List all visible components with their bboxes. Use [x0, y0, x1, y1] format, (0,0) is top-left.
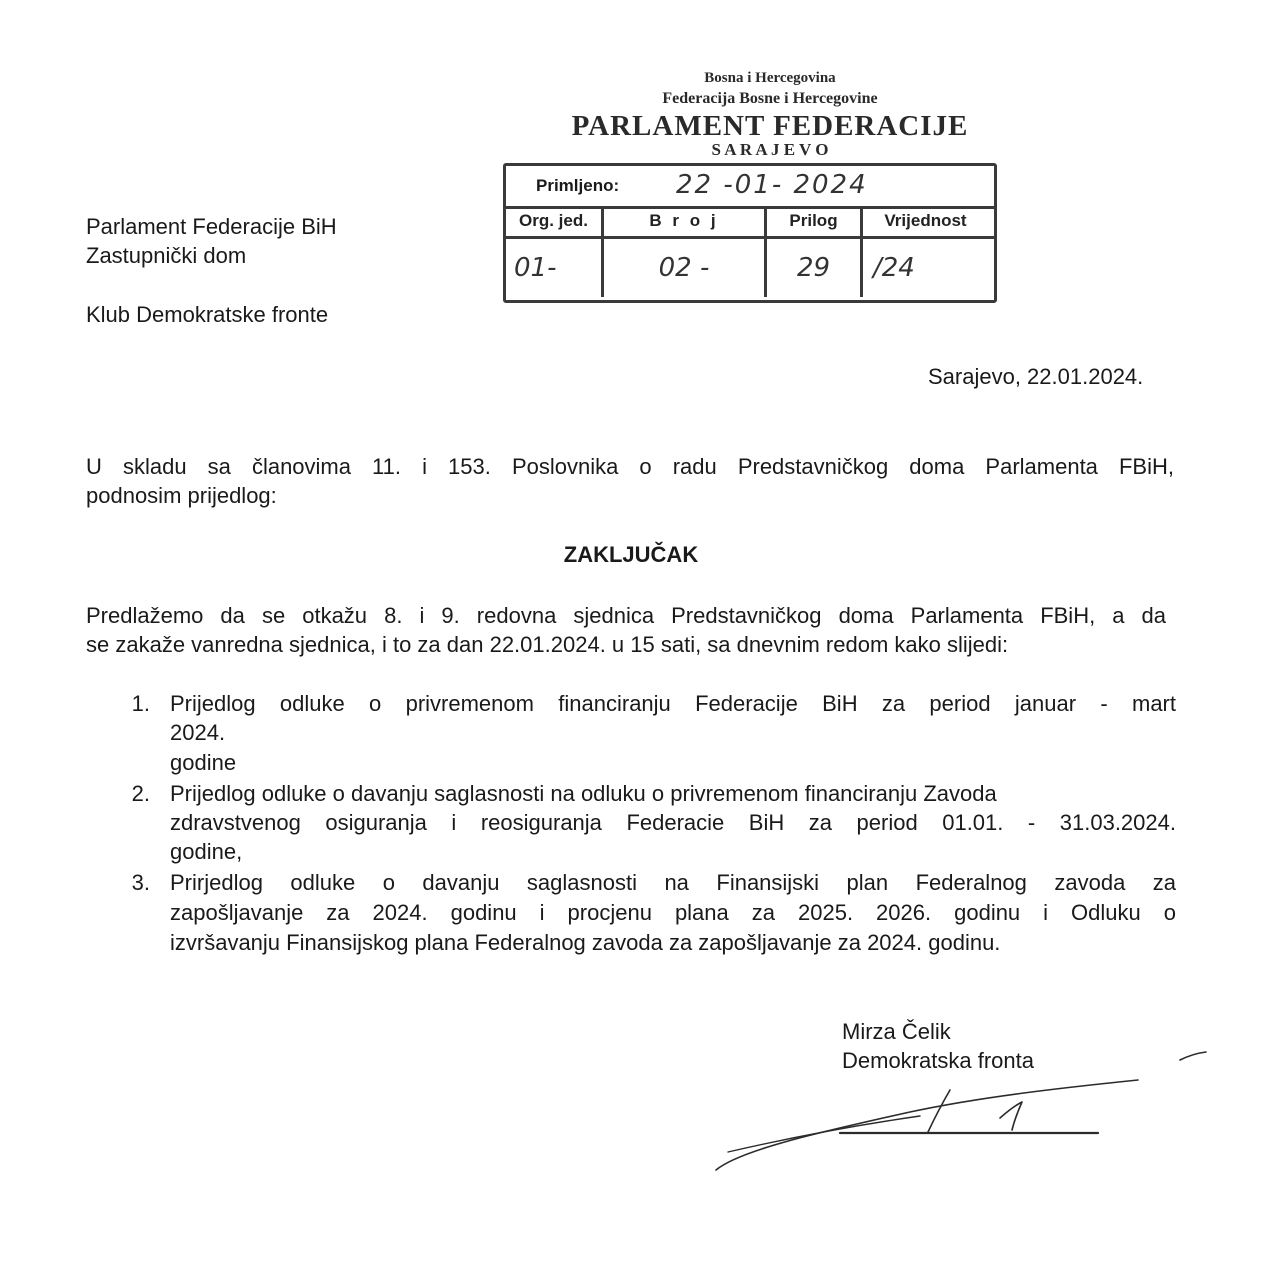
intro-text [86, 452, 1174, 481]
sender-house: Zastupnički dom [86, 243, 247, 268]
list-item-1-line-2: 2024. [170, 720, 226, 745]
stamp-table [503, 163, 997, 303]
stamp-value-row [506, 239, 994, 297]
stamp-col-broj: B r o j [604, 206, 767, 236]
list-item-3-line-2: zapošljavanje za 2024. godinu i procjenu plana za 2025. 2026. godinu i Odluku o [170, 900, 1176, 925]
intro-line-1: U skladu sa članovima 11. i 153. Poslovnika o radu Predstavničkog doma Parlamenta FBiH, [86, 454, 1174, 479]
sender-club: Klub Demokratske fronte [86, 302, 329, 327]
stamp-col-org: Org. jed. [506, 206, 604, 236]
list-item-number: 1. [131, 691, 150, 716]
signatory-name: Mirza Čelik [842, 1019, 951, 1044]
list-item-3-line-3: izvršavanju Finansijskog plana Federalnog zavoda za zapošljavanje za 2024. godinu. [170, 930, 1001, 955]
body-line-2: se zakaže vanredna sjednica, i to za dan 22.01.2024. u 15 sati, sa dnevnim redom kako slijedi: [86, 632, 1009, 657]
stamp-received-date: 22 -01- 2024 [676, 170, 868, 200]
stamp-country: Bosna i Hercegovina [704, 70, 836, 86]
list-item-number: 2. [131, 781, 150, 806]
stamp-col-vrijednost: Vrijednost [884, 211, 967, 230]
body-line-1-wrap [86, 601, 1166, 630]
handwritten-signature [700, 1040, 1220, 1180]
intro-line-2: podnosim prijedlog: [86, 483, 277, 508]
list-item-2-line-1: Prijedlog odluke o davanju saglasnosti na odluku o privremenom financiranju Zavoda [170, 781, 997, 806]
sender-parliament: Parlament Federacije BiH [86, 214, 337, 239]
list-item-2-line-2-wrap [170, 808, 1176, 837]
list-item-1-line-1-wrap [170, 689, 1176, 718]
list-item-2-line-2: zdravstvenog osiguranja i reosiguranja Federacie BiH za period 01.01. - 31.03.2024. [170, 810, 1176, 835]
stamp-val-prilog: 29 [767, 239, 863, 297]
stamp-institution: PARLAMENT FEDERACIJE [571, 110, 969, 142]
stamp-header-row [506, 206, 994, 239]
stamp-city: S A R A J E V O [711, 140, 829, 159]
stamp-received-label: Primljeno: [536, 176, 620, 195]
list-item-number: 3. [131, 870, 150, 895]
list-item-2-line-3: godine, [170, 839, 243, 864]
stamp-entity: Federacija Bosne i Hercegovine [662, 90, 878, 107]
stamp-received-row [506, 166, 994, 209]
place-date: Sarajevo, 22.01.2024. [928, 364, 1144, 389]
list-item-3-line-2-wrap [170, 898, 1176, 927]
document-title: ZAKLJUČAK [563, 542, 699, 567]
stamp-col-prilog: Prilog [767, 206, 863, 236]
signatory-party: Demokratska fronta [842, 1048, 1034, 1073]
list-item-1-line-3: godine [170, 750, 237, 775]
stamp-val-broj: 02 - [604, 239, 767, 297]
list-item-3-line-1: Prirjedlog odluke o davanju saglasnosti na Finansijski plan Federalnog zavoda za [170, 870, 1176, 895]
list-item-1-line-1: Prijedlog odluke o privremenom financiranju Federacije BiH za period januar - mart [170, 691, 1176, 716]
body-line-1: Predlažemo da se otkažu 8. i 9. redovna sjednica Predstavničkog doma Parlamenta FBiH, a da [86, 603, 1166, 628]
list-item-3-line-1-wrap [170, 868, 1176, 897]
stamp-val-org: 01- [506, 239, 604, 297]
stamp-val-vrijednost: /24 [873, 253, 915, 283]
